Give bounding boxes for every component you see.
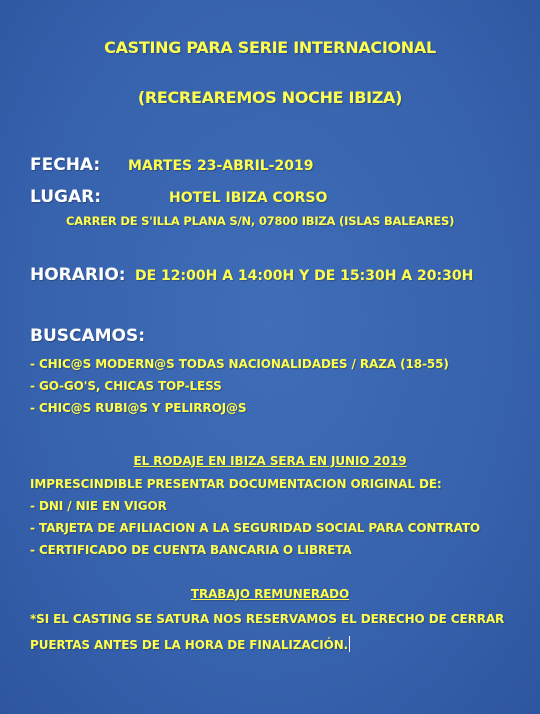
trabajo-note-line2: PUERTAS ANTES DE LA HORA DE FINALIZACIÓN. xyxy=(30,638,349,652)
lugar-address: CARRER DE S'ILLA PLANA S/N, 07800 IBIZA (ISLAS BALEARES) xyxy=(66,214,455,228)
rodaje-heading: EL RODAJE EN IBIZA SERA EN JUNIO 2019 xyxy=(133,454,407,468)
rodaje-item: - TARJETA DE AFILIACION A LA SEGURIDAD SOCIAL PARA CONTRATO xyxy=(30,521,481,535)
trabajo-note-line1: *SI EL CASTING SE SATURA NOS RESERVAMOS EL DERECHO DE CERRAR xyxy=(30,612,505,626)
poster-title: CASTING PARA SERIE INTERNACIONAL xyxy=(104,38,436,57)
trabajo-note-line2-wrap xyxy=(30,636,350,652)
fecha-value: MARTES 23-ABRIL-2019 xyxy=(128,158,314,174)
text-cursor-icon xyxy=(349,636,350,652)
horario-label: HORARIO: xyxy=(30,265,126,285)
buscamos-item: - GO-GO'S, CHICAS TOP-LESS xyxy=(30,379,222,393)
poster-subtitle: (RECREAREMOS NOCHE IBIZA) xyxy=(137,88,403,107)
lugar-value: HOTEL IBIZA CORSO xyxy=(169,190,328,206)
buscamos-item: - CHIC@S RUBI@S Y PELIRROJ@S xyxy=(30,401,247,415)
buscamos-item: - CHIC@S MODERN@S TODAS NACIONALIDADES / RAZA (18-55) xyxy=(30,357,449,371)
trabajo-heading: TRABAJO REMUNERADO xyxy=(190,587,350,601)
rodaje-intro: IMPRESCINDIBLE PRESENTAR DOCUMENTACION ORIGINAL DE: xyxy=(30,477,442,491)
fecha-label: FECHA: xyxy=(30,155,101,175)
rodaje-item: - CERTIFICADO DE CUENTA BANCARIA O LIBRETA xyxy=(30,543,352,557)
buscamos-label: BUSCAMOS: xyxy=(30,326,146,346)
horario-value: DE 12:00H A 14:00H Y DE 15:30H A 20:30H xyxy=(135,268,474,284)
rodaje-item: - DNI / NIE EN VIGOR xyxy=(30,499,167,513)
lugar-label: LUGAR: xyxy=(30,187,102,207)
